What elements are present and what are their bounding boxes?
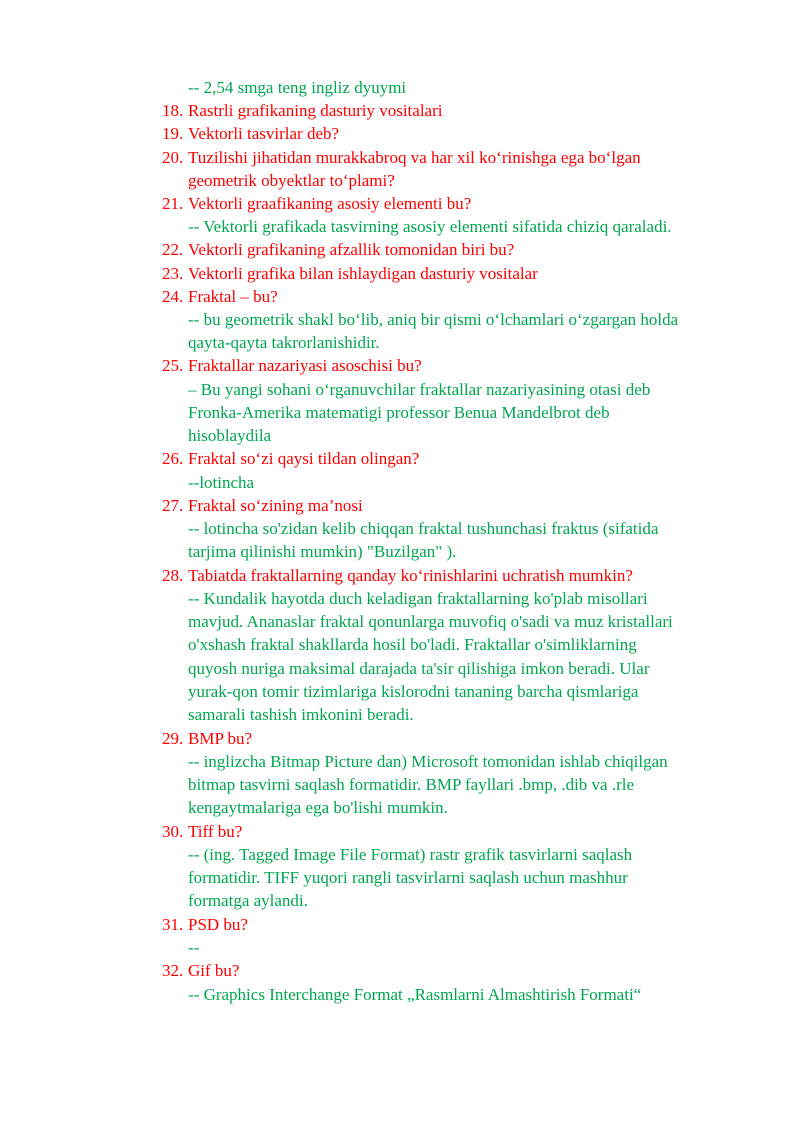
question-text: PSD bu? [188,915,248,934]
question-20 [162,146,641,169]
question-text: Vektorli grafikaning afzallik tomonidan biri bu? [188,240,515,259]
answer-line: qayta-qayta takrorlanishidir. [188,333,380,352]
question-text: Tuzilishi jihatidan murakkabroq va har xil ko‘rinishga ega bo‘lgan [188,148,641,167]
answer-line: bitmap tasvirni saqlash formatidir. BMP fayllari .bmp, .dib va .rle [188,775,635,794]
answer-line: tarjima qilinishi mumkin) "Buzilgan" ). [188,542,457,561]
item-number: 31. [162,915,184,934]
question-text: Gif bu? [188,961,240,980]
answer-line: -- Graphics Interchange Format „Rasmlarni Almashtirish Formati“ [188,985,642,1004]
question-23 [162,262,538,285]
question-26 [162,447,419,470]
item-number: 19. [162,124,184,143]
item-number: 18. [162,101,184,120]
item-number: 30. [162,822,184,841]
item-number: 22. [162,240,184,259]
answer-line: -- Kundalik hayotda duch keladigan fraktallarning ko'plab misollari [188,589,648,608]
question-29 [162,727,252,750]
item-number: 32. [162,961,184,980]
answer-line: samarali tashish imkonini beradi. [188,705,414,724]
question-text: BMP bu? [188,729,253,748]
question-text: Vektorli grafika bilan ishlaydigan dasturiy vositalar [188,264,538,283]
answer-line: -- [188,938,200,957]
answer-line: kengaytmalariga ega bo'lishi mumkin. [188,798,448,817]
answer-line: -- 2,54 smga teng ingliz dyuymi [188,78,407,97]
question-text: Tiff bu? [188,822,243,841]
answer-line: -- bu geometrik shakl bo‘lib, aniq bir qismi o‘lchamlari o‘zgargan holda [188,310,679,329]
item-number: 24. [162,287,184,306]
answer-line: hisoblaydila [188,426,272,445]
item-number: 28. [162,566,184,585]
question-32 [162,959,239,982]
answer-line: -- (ing. Tagged Image File Format) rastr grafik tasvirlarni saqlash [188,845,633,864]
question-25 [162,354,422,377]
answer-line: o'xshash fraktal shakllarda hosil bo'ladi. Fraktallar o'simliklarning [188,635,637,654]
question-text: Fraktallar nazariyasi asoschisi bu? [188,356,422,375]
item-number: 27. [162,496,184,515]
question-text: Fraktal so‘zi qaysi tildan olingan? [188,449,420,468]
answer-line: – Bu yangi sohani o‘rganuvchilar fraktallar nazariyasining otasi deb [188,380,651,399]
item-number: 26. [162,449,184,468]
question-30 [162,820,242,843]
answer-line: mavjud. Ananaslar fraktal qonunlarga muvofiq o'sadi va muz kristallari [188,612,673,631]
question-text: Fraktal – bu? [188,287,278,306]
question-text: Tabiatda fraktallarning qanday ko‘rinishlarini uchratish mumkin? [188,566,633,585]
question-text: Vektorli graafikaning asosiy elementi bu? [188,194,472,213]
answer-line: quyosh nuriga maksimal darajada ta'sir qilishiga imkon beradi. Ular [188,659,650,678]
item-number: 20. [162,148,184,167]
question-text: Fraktal so‘zining ma’nosi [188,496,363,515]
answer-line: formatga aylandi. [188,891,308,910]
item-number: 23. [162,264,184,283]
question-27 [162,494,363,517]
question-21 [162,192,471,215]
question-31 [162,913,248,936]
answer-line: formatidir. TIFF yuqori rangli tasvirlarni saqlash uchun mashhur [188,868,628,887]
answer-line: -- inglizcha Bitmap Picture dan) Microsoft tomonidan ishlab chiqilgan [188,752,668,771]
question-22 [162,238,514,261]
question-text: Rastrli grafikaning dasturiy vositalari [188,101,443,120]
answer-line: --lotincha [188,473,255,492]
item-number: 25. [162,356,184,375]
question-text: Vektorli tasvirlar deb? [188,124,340,143]
question-continuation: geometrik obyektlar to‘plami? [188,171,395,190]
answer-line: -- Vektorli grafikada tasvirning asosiy elementi sifatida chiziq qaraladi. [188,217,672,236]
question-28 [162,564,633,587]
question-19 [162,122,339,145]
item-number: 29. [162,729,184,748]
answer-line: Fronka-Amerika matematigi professor Benua Mandelbrot deb [188,403,610,422]
answer-line: -- lotincha so'zidan kelib chiqqan fraktal tushunchasi fraktus (sifatida [188,519,659,538]
question-18 [162,99,442,122]
item-number: 21. [162,194,184,213]
question-24 [162,285,278,308]
answer-line: yurak-qon tomir tizimlariga kislorodni tananing barcha qismlariga [188,682,639,701]
